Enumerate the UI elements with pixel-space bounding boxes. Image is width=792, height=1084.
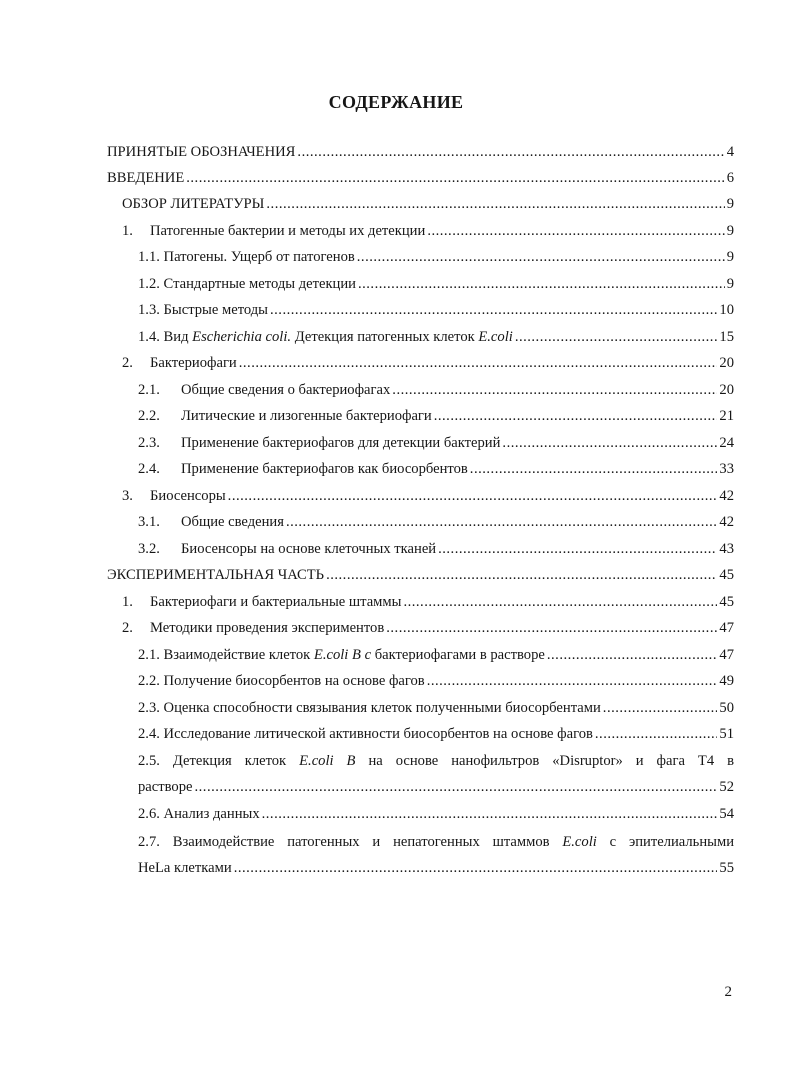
toc-entry[interactable]	[138, 538, 734, 558]
toc-entry-text: 2.6. Анализ данных	[138, 806, 260, 822]
leader-dots	[427, 222, 724, 240]
leader-dots	[603, 699, 718, 717]
toc-entry-text: Общие сведения о бактериофагах	[181, 382, 391, 398]
leader-dots	[470, 460, 718, 478]
toc-entry-text: Методики проведения экспериментов	[150, 620, 385, 636]
toc-entry-text: 2.3. Оценка способности связывания клеток полученными биосорбентами	[138, 700, 601, 716]
toc-page-number: 47	[719, 647, 734, 663]
toc-page-number: 9	[726, 196, 734, 212]
toc-entry-number: 1.	[122, 223, 133, 239]
toc-entry-number: 3.2.	[138, 541, 160, 557]
toc-page-number: 15	[719, 329, 734, 345]
toc-page-number: 54	[719, 806, 734, 822]
toc-entry[interactable]	[122, 591, 734, 611]
toc-entry-text: 1.3. Быстрые методы	[138, 302, 268, 318]
toc-page-number: 10	[719, 302, 734, 318]
toc-entry[interactable]	[138, 458, 734, 478]
leader-dots	[270, 301, 717, 319]
toc-entry-text: 2.2. Получение биосорбентов на основе фагов	[138, 673, 425, 689]
leader-dots	[262, 805, 718, 823]
toc-entry-text: Бактериофаги	[150, 355, 237, 371]
page-number: 2	[724, 984, 732, 1000]
leader-dots	[358, 275, 725, 293]
toc-entry-text: Литические и лизогенные бактериофаги	[181, 408, 432, 424]
toc-entry-number: 3.	[122, 488, 133, 504]
leader-dots	[595, 725, 718, 743]
toc-entry[interactable]	[138, 644, 734, 664]
toc-page-number: 45	[719, 594, 734, 610]
toc-page-number: 43	[719, 541, 734, 557]
toc-page-number: 21	[719, 408, 734, 424]
leader-dots	[502, 434, 717, 452]
toc-entry[interactable]	[122, 617, 734, 637]
toc-entry[interactable]	[138, 776, 734, 796]
toc-entry-text: ЭКСПЕРИМЕНТАЛЬНАЯ ЧАСТЬ	[107, 567, 325, 583]
leader-dots	[228, 487, 718, 505]
toc-entry-text: 1.2. Стандартные методы детекции	[138, 276, 356, 292]
toc-entry-text: ВВЕДЕНИЕ	[107, 170, 185, 186]
toc-page-number: 33	[719, 461, 734, 477]
toc-entry[interactable]	[138, 697, 734, 717]
toc-entry-text: Бактериофаги и бактериальные штаммы	[150, 594, 402, 610]
leader-dots	[515, 328, 718, 346]
toc-entry[interactable]	[138, 857, 734, 877]
toc-page-number: 42	[719, 514, 734, 530]
toc-entry[interactable]	[138, 326, 734, 346]
leader-dots	[234, 859, 718, 877]
toc-page-number: 42	[719, 488, 734, 504]
toc-page-number: 52	[719, 779, 734, 795]
toc-entry[interactable]	[107, 564, 734, 584]
toc-entry[interactable]	[122, 485, 734, 505]
toc-entry-text: HeLa клетками	[138, 860, 232, 876]
toc-entry[interactable]	[138, 670, 734, 690]
toc-entry-number: 3.1.	[138, 514, 160, 530]
toc-entry-text: Применение бактериофагов как биосорбентов	[181, 461, 468, 477]
toc-page-number: 6	[726, 170, 734, 186]
toc-page-number: 20	[719, 382, 734, 398]
leader-dots	[386, 619, 717, 637]
toc-page-number: 20	[719, 355, 734, 371]
toc-page-number: 55	[719, 860, 734, 876]
toc-entry[interactable]	[138, 299, 734, 319]
leader-dots	[266, 195, 724, 213]
toc-entry[interactable]	[138, 246, 734, 266]
leader-dots	[286, 513, 717, 531]
toc-entry-text: ОБЗОР ЛИТЕРАТУРЫ	[122, 196, 265, 212]
toc-page-number: 4	[726, 144, 734, 160]
toc-entry-number: 2.	[122, 620, 133, 636]
toc-entry-text: 1.1. Патогены. Ущерб от патогенов	[138, 249, 355, 265]
toc-entry-text: Биосенсоры на основе клеточных тканей	[181, 541, 437, 557]
toc-page-number: 9	[726, 249, 734, 265]
toc-page-number: 51	[719, 726, 734, 742]
toc-entry[interactable]	[138, 432, 734, 452]
toc-entry-line-1[interactable]: 2.5. Детекция клеток E.coli B на основе нанофильтров «Disruptor» и фага Т4 в	[138, 753, 734, 769]
leader-dots	[195, 778, 718, 796]
leader-dots	[186, 169, 724, 187]
leader-dots	[434, 407, 718, 425]
toc-entry-text: Применение бактериофагов для детекции бактерий	[181, 435, 501, 451]
toc-entry[interactable]	[107, 141, 734, 161]
toc-entry-text: ПРИНЯТЫЕ ОБОЗНАЧЕНИЯ	[107, 144, 296, 160]
toc-entry[interactable]	[107, 167, 734, 187]
toc-entry-number: 2.3.	[138, 435, 160, 451]
leader-dots	[297, 143, 724, 161]
toc-entry-text: растворе	[138, 779, 193, 795]
toc-page-number: 49	[719, 673, 734, 689]
toc-entry-text: 1.4. Вид Escherichia coli. Детекция патогенных клеток E.coli	[138, 329, 513, 345]
toc-page-number: 47	[719, 620, 734, 636]
toc-entry-text: 2.1. Взаимодействие клеток E.coli B c бактериофагами в растворе	[138, 647, 545, 663]
leader-dots	[357, 248, 725, 266]
toc-page-number: 45	[719, 567, 734, 583]
toc-entry-text: Патогенные бактерии и методы их детекции	[150, 223, 426, 239]
toc-entry-number: 2.4.	[138, 461, 160, 477]
toc-entry-text: Общие сведения	[181, 514, 284, 530]
page-title: СОДЕРЖАНИЕ	[328, 92, 464, 112]
leader-dots	[326, 566, 717, 584]
toc-entry-number: 2.	[122, 355, 133, 371]
toc-entry[interactable]	[138, 511, 734, 531]
toc-entry[interactable]	[138, 405, 734, 425]
toc-entry[interactable]	[122, 352, 734, 372]
toc-entry-number: 2.2.	[138, 408, 160, 424]
toc-page-number: 24	[719, 435, 734, 451]
leader-dots	[403, 593, 717, 611]
toc-entry[interactable]	[138, 723, 734, 743]
toc-entry-text: 2.4. Исследование литической активности биосорбентов на основе фагов	[138, 726, 593, 742]
toc-entry[interactable]	[122, 193, 734, 213]
toc-entry[interactable]	[138, 379, 734, 399]
toc-entry-line-1[interactable]: 2.7. Взаимодействие патогенных и непатогенных штаммов E.coli с эпителиальными	[138, 834, 735, 850]
toc-entry[interactable]	[138, 803, 734, 823]
toc-page-number: 9	[726, 223, 734, 239]
toc-entry-number: 1.	[122, 594, 133, 610]
leader-dots	[427, 672, 718, 690]
toc-entry[interactable]	[138, 273, 734, 293]
toc-page-number: 50	[719, 700, 734, 716]
toc-entry-text: Биосенсоры	[150, 488, 226, 504]
toc-entry-number: 2.1.	[138, 382, 160, 398]
leader-dots	[547, 646, 718, 664]
toc-entry[interactable]	[122, 220, 734, 240]
leader-dots	[239, 354, 718, 372]
toc-page-number: 9	[726, 276, 734, 292]
leader-dots	[392, 381, 717, 399]
leader-dots	[438, 540, 717, 558]
